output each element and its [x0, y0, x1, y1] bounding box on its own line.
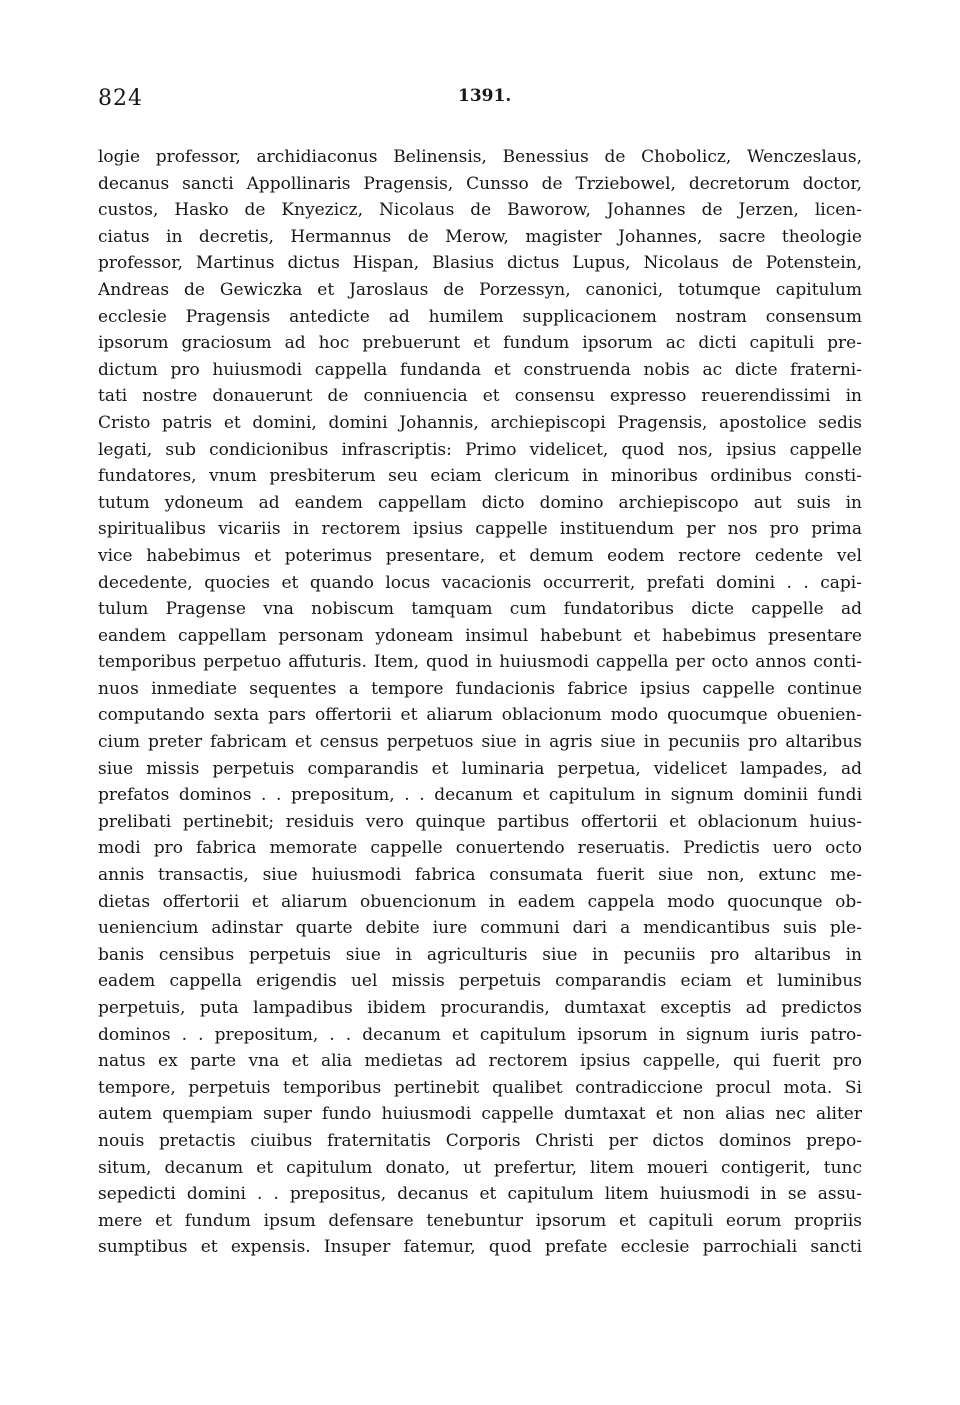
page-number: 824 [98, 86, 143, 111]
text-line: logie professor, archidiaconus Belinensis, Benessius de Chobolicz, Wenczeslaus, [98, 147, 862, 167]
text-line: modi pro fabrica memorate cappelle conuertendo reseruatis. Predictis uero octo [98, 838, 862, 859]
text-line: autem quempiam super fundo huiusmodi cappelle dumtaxat et non alias nec aliter [98, 1104, 862, 1125]
text-line: legati, sub condicionibus infrascriptis: Primo videlicet, quod nos, ipsius cappelle [98, 439, 862, 460]
text-line: fundatores, vnum presbiterum seu eciam clericum in minoribus ordinibus consti- [98, 466, 862, 487]
text-line: ecclesie Pragensis antedicte ad humilem supplicacionem nostram consensum [98, 306, 862, 327]
text-line: professor, Martinus dictus Hispan, Blasius dictus Lupus, Nicolaus de Potenstein, [98, 253, 862, 274]
text-line: eadem cappella erigendis uel missis perpetuis comparandis eciam et luminibus [98, 971, 862, 992]
text-line: banis censibus perpetuis siue in agriculturis siue in pecuniis pro altaribus in [98, 944, 862, 965]
text-line: decanus sancti Appollinaris Pragensis, Cunsso de Trziebowel, decretorum doctor, [98, 173, 862, 194]
text-line: tati nostre donauerunt de conniuencia et consensu expresso reuerendissimi in [98, 386, 862, 407]
text-line: tempore, perpetuis temporibus pertinebit qualibet contradiccione procul mota. Si [98, 1077, 862, 1098]
text-line: decedente, quocies et quando locus vacacionis occurrerit, prefati domini . . capi- [98, 572, 862, 593]
text-line: mere et fundum ipsum defensare tenebuntur ipsorum et capituli eorum propriis [98, 1210, 862, 1231]
text-line: dietas offertorii et aliarum obuencionum in eadem cappela modo quocunque ob- [98, 891, 862, 912]
text-line: eandem cappellam personam ydoneam insimul habebunt et habebimus presentare [98, 625, 862, 646]
text-line: annis transactis, siue huiusmodi fabrica consumata fuerit siue non, extunc me- [98, 865, 862, 886]
text-line: cium preter fabricam et census perpetuos siue in agris siue in pecuniis pro altaribus [98, 732, 862, 753]
text-line: sepedicti domini . . prepositus, decanus et capitulum litem huiusmodi in se assu- [98, 1184, 862, 1205]
text-line: natus ex parte vna et alia medietas ad rectorem ipsius cappelle, qui fuerit pro [98, 1051, 862, 1072]
text-line: nouis pretactis ciuibus fraternitatis Corporis Christi per dictos dominos prepo- [98, 1130, 862, 1151]
page-header [98, 86, 862, 116]
text-line: computando sexta pars offertorii et aliarum oblacionum modo quocumque obuenien- [98, 705, 862, 726]
text-line: situm, decanum et capitulum donato, ut prefertur, litem moueri contigerit, tunc [98, 1157, 862, 1178]
text-line: dictum pro huiusmodi cappella fundanda et construenda nobis ac dicte fraterni- [98, 359, 862, 380]
text-line: sumptibus et expensis. Insuper fatemur, quod prefate ecclesie parrochiali sancti [98, 1237, 862, 1258]
text-line: ciatus in decretis, Hermannus de Merow, magister Johannes, sacre theologie [98, 226, 862, 247]
text-line: prelibati pertinebit; residuis vero quinque partibus offertorii et oblacionum huius- [98, 811, 862, 832]
running-head-year: 1391. [458, 86, 512, 106]
text-line: Andreas de Gewiczka et Jaroslaus de Porzessyn, canonici, totumque capitulum [98, 279, 862, 300]
text-line: Cristo patris et domini, domini Johannis, archiepiscopi Pragensis, apostolice sedis [98, 412, 862, 433]
text-line: temporibus perpetuo affuturis. Item, quod in huiusmodi cappella per octo annos conti- [98, 652, 862, 673]
text-line: dominos . . prepositum, . . decanum et capitulum ipsorum in signum iuris patro- [98, 1024, 862, 1045]
text-line: tutum ydoneum ad eandem cappellam dicto domino archiepiscopo aut suis in [98, 492, 862, 513]
text-line: ueniencium adinstar quarte debite iure communi dari a mendicantibus suis ple- [98, 918, 862, 939]
text-line: siue missis perpetuis comparandis et luminaria perpetua, videlicet lampades, ad [98, 758, 862, 779]
text-line: prefatos dominos . . prepositum, . . decanum et capitulum in signum dominii fundi [98, 785, 862, 806]
text-line: nuos inmediate sequentes a tempore fundacionis fabrice ipsius cappelle continue [98, 678, 862, 699]
body-text [98, 144, 862, 1261]
text-line: spiritualibus vicariis in rectorem ipsius cappelle instituendum per nos pro prima [98, 519, 862, 540]
text-line: tulum Pragense vna nobiscum tamquam cum fundatoribus dicte cappelle ad [98, 599, 862, 620]
text-line: perpetuis, puta lampadibus ibidem procurandis, dumtaxat exceptis ad predictos [98, 998, 862, 1018]
text-line: custos, Hasko de Knyezicz, Nicolaus de Baworow, Johannes de Jerzen, licen- [98, 200, 862, 221]
text-line: ipsorum graciosum ad hoc prebuerunt et fundum ipsorum ac dicti capituli pre- [98, 333, 862, 354]
text-line: vice habebimus et poterimus presentare, et demum eodem rectore cedente vel [98, 545, 862, 566]
